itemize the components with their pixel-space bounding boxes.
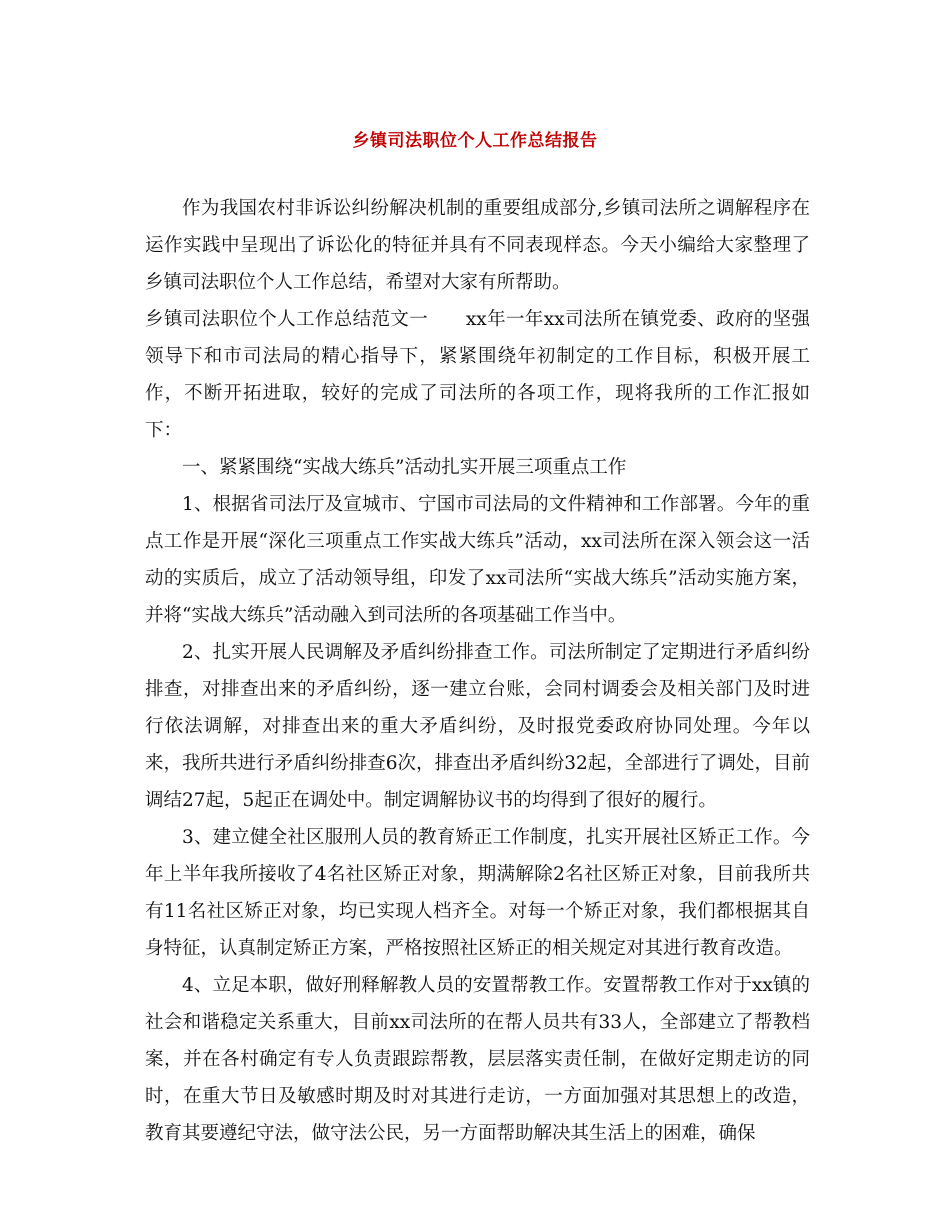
- intro-paragraph: 作为我国农村非诉讼纠纷解决机制的重要组成部分,乡镇司法所之调解程序在运作实践中呈现出了诉讼化的特征并具有不同表现样态。今天小编给大家整理了乡镇司法职位个人工作总结，希望对大家有所帮助。: [145, 198, 810, 293]
- document-title: 乡镇司法职位个人工作总结报告: [352, 131, 598, 151]
- item-paragraph-4: 4、立足本职，做好刑释解教人员的安置帮教工作。安置帮教工作对于xx镇的社会和谐稳定关系重大，目前xx司法所的在帮人员共有33人，全部建立了帮教档案，并在各村确定有专人负责跟踪帮教，层层落实责任制，在做好定期走访的同时，在重大节日及敏感时期及时对其进行走访，一方面加强对其思想上的改造，教育其要遵纪守法，做守法公民，另一方面帮助解决其生活上的困难，确保: [145, 975, 810, 1144]
- item-paragraph-1: 1、根据省司法厅及宣城市、宁国市司法局的文件精神和工作部署。今年的重点工作是开展“深化三项重点工作实战大练兵”活动，xx司法所在深入领会这一活动的实质后，成立了活动领导组，印发了xx司法所“实战大练兵”活动实施方案，并将“实战大练兵”活动融入到司法所的各项基础工作当中。: [145, 494, 810, 626]
- item-paragraph-2: 2、扎实开展人民调解及矛盾纠纷排查工作。司法所制定了定期进行矛盾纠纷排查，对排查出来的矛盾纠纷，逐一建立台账，会同村调委会及相关部门及时进行依法调解，对排查出来的重大矛盾纠纷，及时报党委政府协同处理。今年以来，我所共进行矛盾纠纷排查6次，排查出矛盾纠纷32起，全部进行了调处，目前调结27起，5起正在调处中。制定调解协议书的均得到了很好的履行。: [145, 642, 810, 811]
- section-heading-one: 一、紧紧围绕“实战大练兵”活动扎实开展三项重点工作: [182, 457, 627, 478]
- sample-one-paragraph: 乡镇司法职位个人工作总结范文一 xx年一年xx司法所在镇党委、政府的坚强领导下和市司法局的精心指导下，紧紧围绕年初制定的工作目标，积极开展工作，不断开拓进取，较好的完成了司法所的各项工作，现将我所的工作汇报如下：: [145, 309, 810, 441]
- item-paragraph-3: 3、建立健全社区服刑人员的教育矫正工作制度，扎实开展社区矫正工作。今年上半年我所接收了4名社区矫正对象，期满解除2名社区矫正对象，目前我所共有11名社区矫正对象，均已实现人档齐全。对每一个矫正对象，我们都根据其自身特征，认真制定矫正方案，严格按照社区矫正的相关规定对其进行教育改造。: [145, 827, 810, 959]
- document-body: [145, 190, 810, 1152]
